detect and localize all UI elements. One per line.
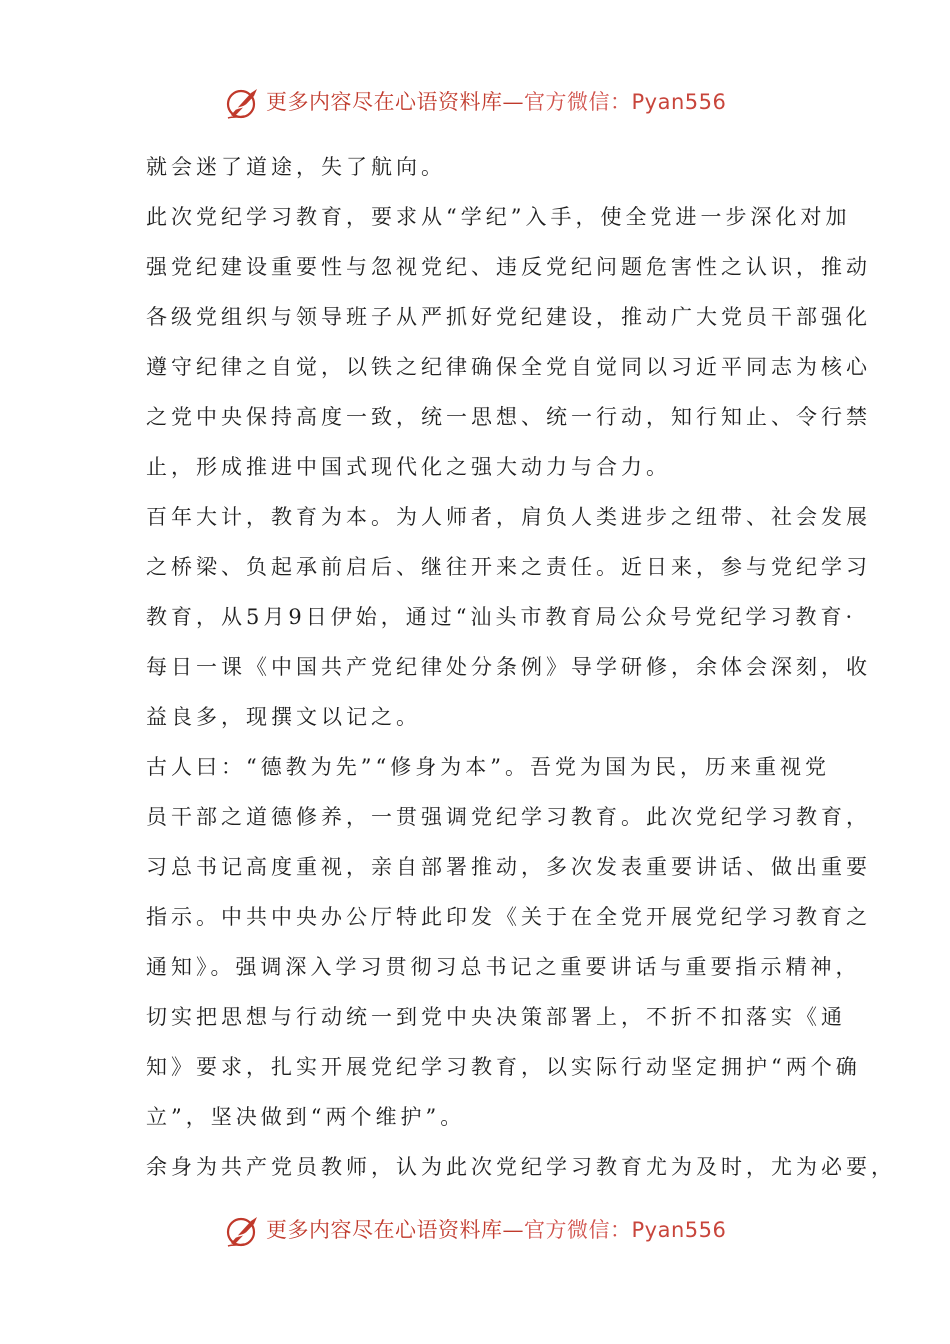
text-line: 之桥梁、负起承前启后、继往开来之责任。近日来，参与党纪学习 xyxy=(146,555,871,579)
text-line: 之党中央保持高度一致，统一思想、统一行动，知行知止、令行禁 xyxy=(146,405,871,429)
text-line: 遵守纪律之自觉，以铁之纪律确保全党自觉同以习近平同志为核心 xyxy=(146,355,871,379)
document-body xyxy=(146,150,896,1200)
banner-separator: — xyxy=(502,90,524,114)
text-line: 习总书记高度重视，亲自部署推动，多次发表重要讲话、做出重要 xyxy=(146,855,871,879)
text-line: 知》要求，扎实开展党纪学习教育，以实际行动坚定拥护“两个确 xyxy=(146,1055,861,1079)
banner-text xyxy=(266,88,726,116)
text-line: 益良多，现撰文以记之。 xyxy=(146,705,421,729)
pen-logo-icon xyxy=(224,85,262,121)
text-line: 余身为共产党员教师，认为此次党纪学习教育尤为及时，尤为必要， xyxy=(146,1155,896,1179)
text-line: 止，形成推进中国式现代化之强大动力与合力。 xyxy=(146,455,671,479)
pen-logo-icon xyxy=(224,1213,262,1249)
text-line: 指示。中共中央办公厅特此印发《关于在全党开展党纪学习教育之 xyxy=(146,905,871,929)
text-line: 就会迷了道途，失了航向。 xyxy=(146,155,446,179)
wechat-id: Pyan556 xyxy=(631,1218,727,1242)
text-line: 各级党组织与领导班子从严抓好党纪建设，推动广大党员干部强化 xyxy=(146,305,871,329)
text-line: 每日一课《中国共产党纪律处分条例》导学研修，余体会深刻，收 xyxy=(146,655,871,679)
text-line: 通知》。强调深入学习贯彻习总书记之重要讲话与重要指示精神， xyxy=(146,955,861,979)
text-line: 百年大计，教育为本。为人师者，肩负人类进步之纽带、社会发展 xyxy=(146,505,871,529)
text-line: 强党纪建设重要性与忽视党纪、违反党纪问题危害性之认识，推动 xyxy=(146,255,871,279)
site-name: 更多内容尽在心语资料库 xyxy=(266,90,503,114)
wechat-label: 官方微信： xyxy=(524,90,632,114)
site-name: 更多内容尽在心语资料库 xyxy=(266,1218,503,1242)
text-line: 切实把思想与行动统一到党中央决策部署上，不折不扣落实《通 xyxy=(146,1005,846,1029)
banner-text xyxy=(266,1216,726,1244)
text-line: 教育，从5月9日伊始，通过“汕头市教育局公众号党纪学习教育· xyxy=(146,605,857,629)
text-line: 此次党纪学习教育，要求从“学纪”入手，使全党进一步深化对加 xyxy=(146,205,851,229)
header-banner xyxy=(0,80,950,124)
text-line: 员干部之道德修养，一贯强调党纪学习教育。此次党纪学习教育， xyxy=(146,805,871,829)
text-line: 古人曰：“德教为先”“修身为本”。吾党为国为民，历来重视党 xyxy=(146,755,830,779)
text-line: 立”，坚决做到“两个维护”。 xyxy=(146,1105,466,1129)
banner-separator: — xyxy=(502,1218,524,1242)
footer-banner xyxy=(0,1208,950,1252)
wechat-id: Pyan556 xyxy=(631,90,727,114)
wechat-label: 官方微信： xyxy=(524,1218,632,1242)
